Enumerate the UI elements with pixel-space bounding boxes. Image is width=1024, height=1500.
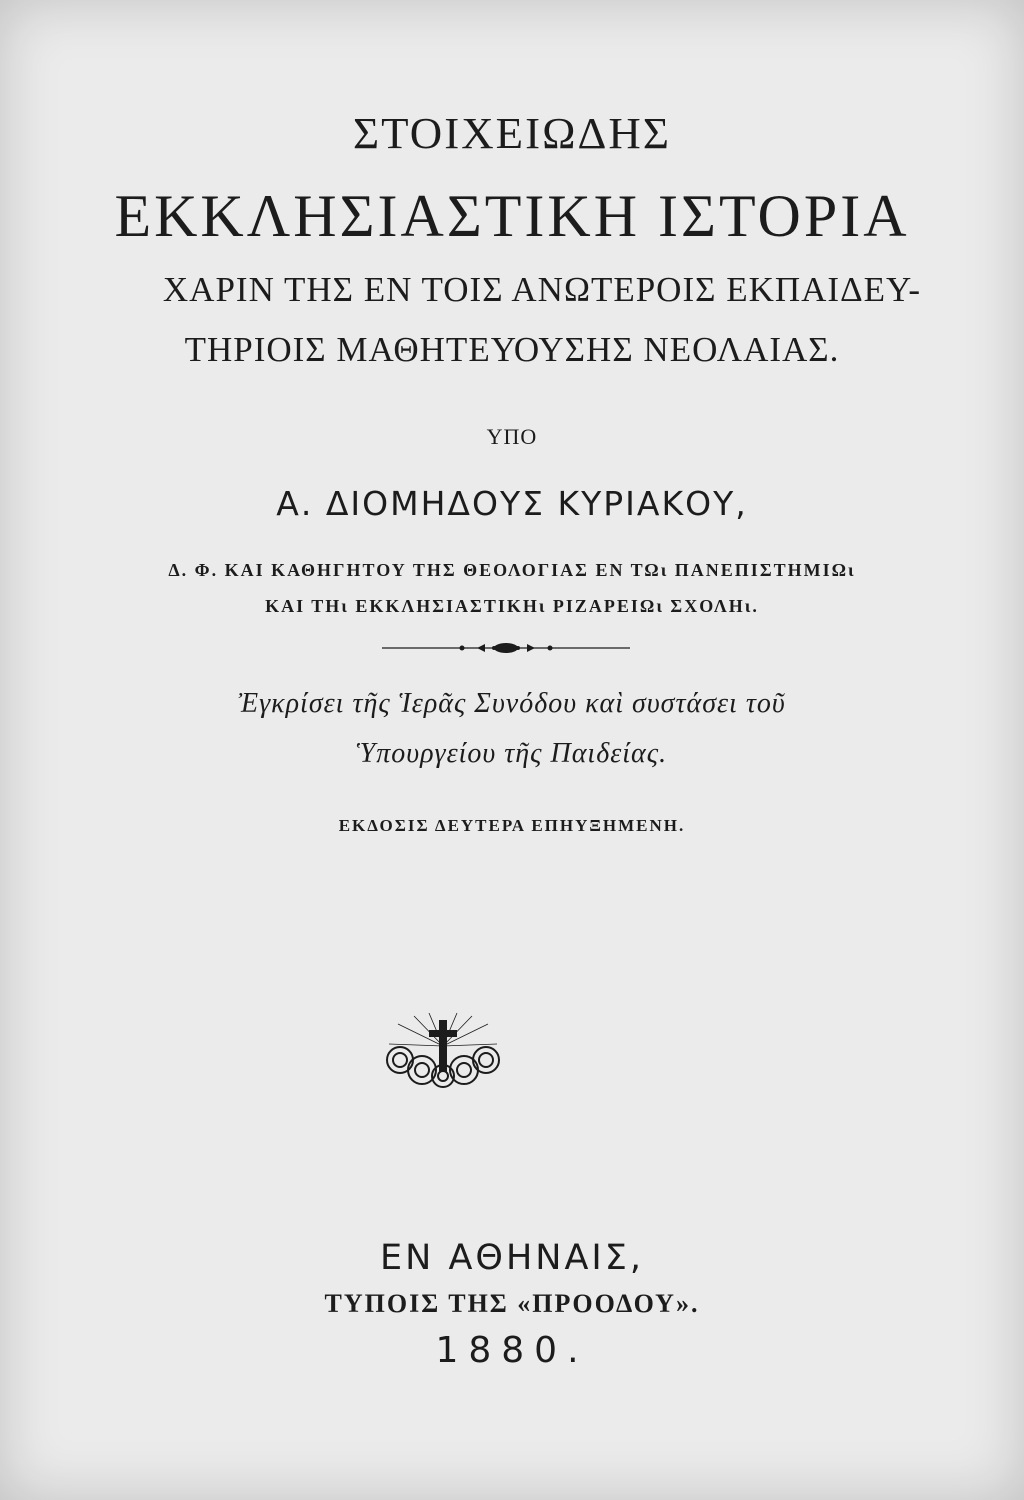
byline: ΥΠΟ (486, 424, 538, 449)
imprint-printer: ΤΥΠΟΙΣ ΤΗΣ «ΠΡΟΟΔΟΥ». (324, 1289, 700, 1318)
title-line-1: ΣΤΟΙΧΕΙΩΔΗΣ (352, 109, 672, 158)
approval-line-2: Ὑπουργείου τῆς Παιδείας. (356, 738, 668, 769)
author-name: Α. ΔΙΟΜΗΔΟΥΣ ΚΥΡΙΑΚΟΥ, (276, 484, 748, 523)
author-credentials-line-2: ΚΑΙ ΤΗι ΕΚΚΛΗΣΙΑΣΤΙΚΗι ΡΙΖΑΡΕΙΩι ΣΧΟΛΗι. (265, 596, 759, 616)
subtitle-line-1: ΧΑΡΙΝ ΤΗΣ ΕΝ ΤΟΙΣ ΑΝΩΤΕΡΟΙΣ ΕΚΠΑΙΔΕΥ- (162, 270, 922, 309)
imprint-city: ΕΝ ΑΘΗΝΑΙΣ, (380, 1238, 644, 1278)
cross-emblem-icon (384, 1010, 502, 1088)
author-credentials-line-1: Δ. Φ. ΚΑΙ ΚΑΘΗΓΗΤΟΥ ΤΗΣ ΘΕΟΛΟΓΙΑΣ ΕΝ ΤΩι ΠΑΝΕΠΙΣΤΗΜΙΩι (168, 560, 856, 580)
approval-line-1: Ἐγκρίσει τῆς Ἱερᾶς Συνόδου καὶ συστάσει τοῦ (238, 688, 786, 719)
imprint-year: 1880. (435, 1330, 589, 1371)
title-line-2: ΕΚΚΛΗΣΙΑΣΤΙΚΗ ΙΣΤΟΡΙΑ (114, 183, 910, 249)
edition-statement: ΕΚΔΟΣΙΣ ΔΕΥΤΕΡΑ ΕΠΗΥΞΗΜΕΝΗ. (338, 816, 686, 835)
subtitle-line-2: ΤΗΡΙΟΙΣ ΜΑΘΗΤΕΥΟΥΣΗΣ ΝΕΟΛΑΙΑΣ. (184, 330, 840, 369)
ornamental-rule-icon (382, 638, 630, 658)
